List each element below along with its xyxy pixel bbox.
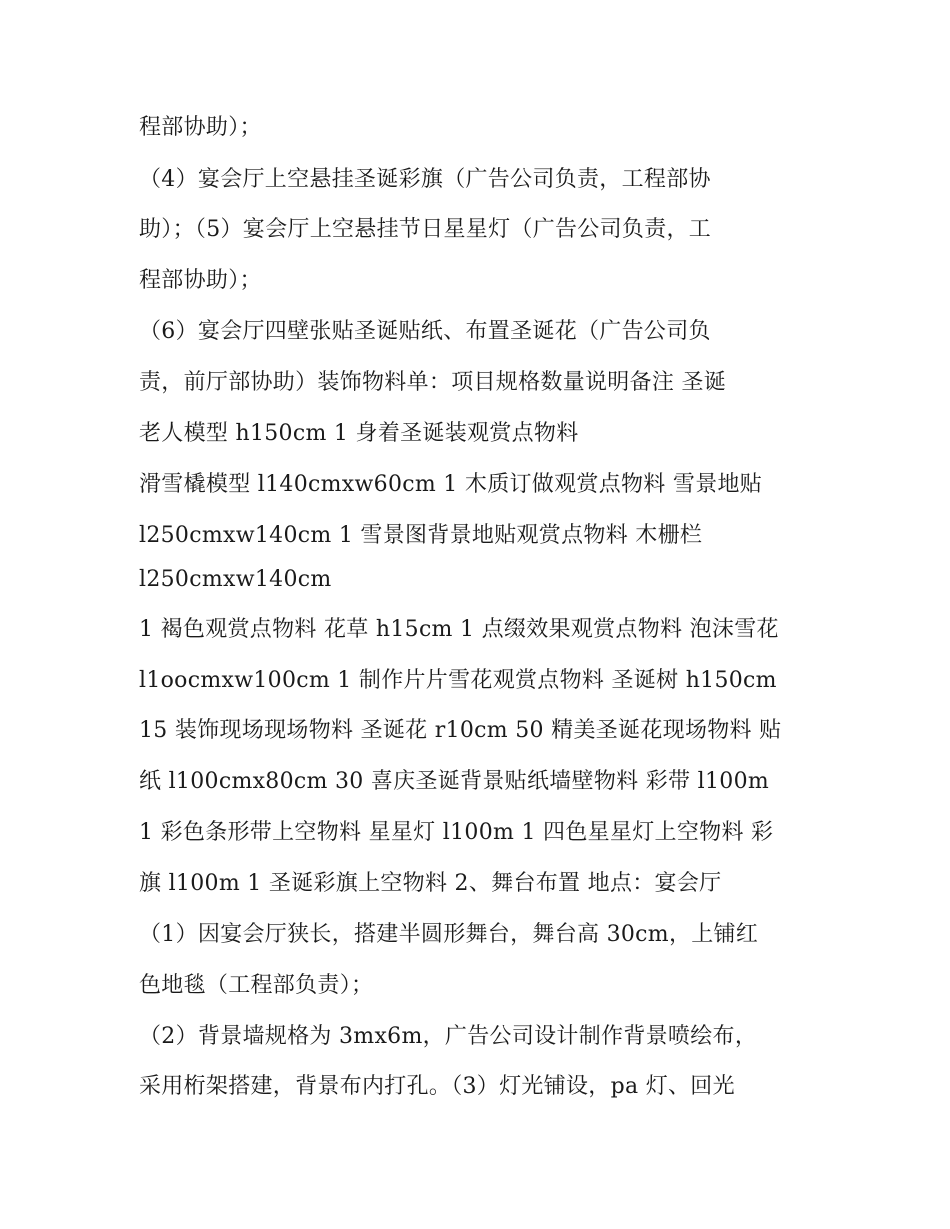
text-line: 老人模型 h150cm 1 身着圣诞装观赏点物料 [139,421,579,446]
text-line: （2）背景墙规格为 3mx6m，广告公司设计制作背景喷绘布， [139,1024,758,1049]
text-line: 采用桁架搭建，背景布内打孔。（3）灯光铺设，pa 灯、回光 [139,1074,735,1099]
text-line: 程部协助）； [139,268,262,293]
text-line: l250cmxw140cm [139,567,332,592]
text-line: 助）；（5）宴会厅上空悬挂节日星星灯（广告公司负责，工 [139,217,712,242]
text-line: （1）因宴会厅狭长，搭建半圆形舞台，舞台高 30cm，上铺红 [139,922,759,947]
text-line: 1 彩色条形带上空物料 星星灯 l100m 1 四色星星灯上空物料 彩 [139,820,774,845]
text-line: 纸 l100cmx80cm 30 喜庆圣诞背景贴纸墙壁物料 彩带 l100m [139,769,770,794]
text-line: 滑雪橇模型 l140cmxw60cm 1 木质订做观赏点物料 雪景地贴 [139,472,763,497]
text-line: 责，前厅部协助）装饰物料单：项目规格数量说明备注 圣诞 [139,370,727,395]
text-line: 15 装饰现场现场物料 圣诞花 r10cm 50 精美圣诞花现场物料 贴 [139,718,782,743]
text-line: （6）宴会厅四壁张贴圣诞贴纸、布置圣诞花（广告公司负 [139,319,711,344]
text-line: （4）宴会厅上空悬挂圣诞彩旗（广告公司负责，工程部协 [139,167,711,192]
text-line: l250cmxw140cm 1 雪景图背景地贴观赏点物料 木栅栏 [139,523,703,548]
text-line: 1 褐色观赏点物料 花草 h15cm 1 点缀效果观赏点物料 泡沫雪花 [139,617,779,642]
text-line: 程部协助）； [139,115,262,140]
text-line: 旗 l100m 1 圣诞彩旗上空物料 2、舞台布置 地点：宴会厅 [139,871,722,896]
text-line: l1oocmxw100cm 1 制作片片雪花观赏点物料 圣诞树 h150cm [139,668,777,693]
text-line: 色地毯（工程部负责）； [139,973,374,998]
